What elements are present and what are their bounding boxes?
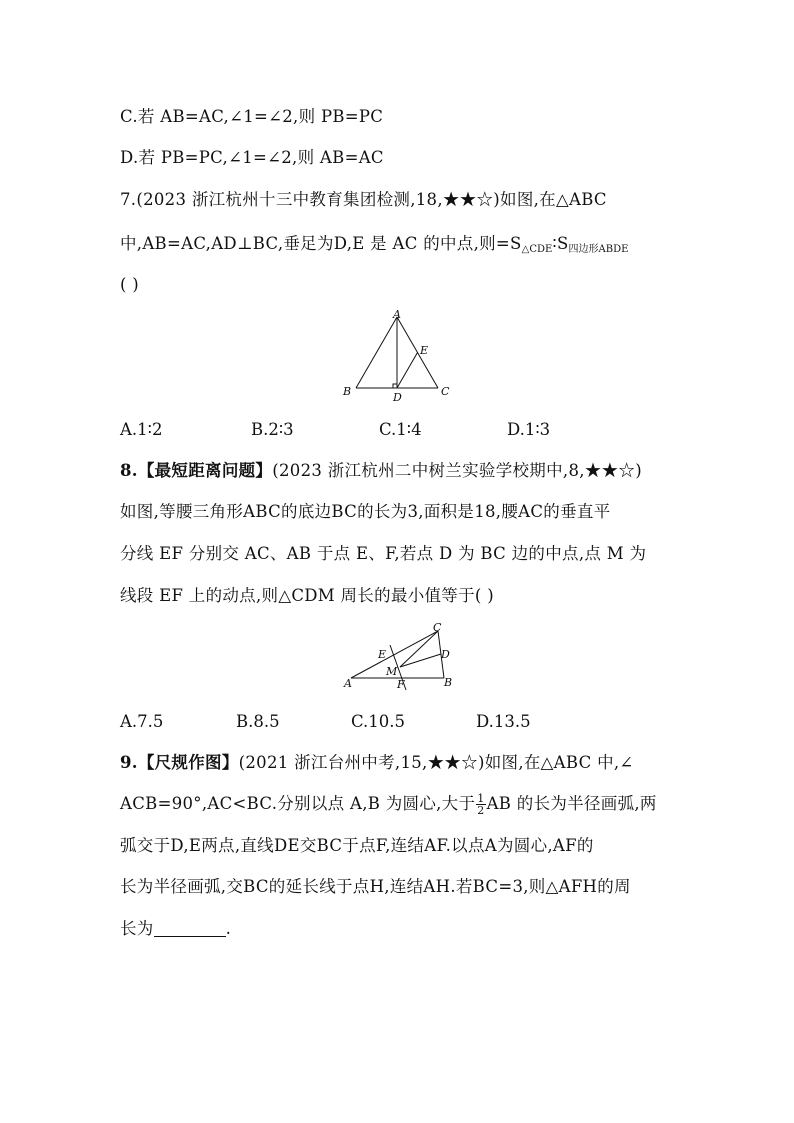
q9-frac-num: 1 xyxy=(477,792,485,805)
q7-ratio: ∶S xyxy=(552,234,569,253)
q7-sub-abde: 四边形ABDE xyxy=(568,244,629,255)
q9-stem-line3: 弧交于D,E两点,直线DE交BC于点F,连结AF.以点A为圆心,AF的 xyxy=(120,836,594,855)
q8-label-b: B xyxy=(444,676,453,689)
q8-option-d: D.13.5 xyxy=(476,712,531,731)
q9-stem-line1 xyxy=(120,752,634,774)
q9-stem-line2 xyxy=(120,793,657,816)
q8-label-e: E xyxy=(378,648,387,661)
q9-stem-line4: 长为半径画弧,交BC的延长线于点H,连结AH.若BC=3,则△AFH的周 xyxy=(120,877,631,896)
q8-figure xyxy=(335,620,465,696)
q9-answer-blank[interactable] xyxy=(154,922,226,937)
q7-label-d: D xyxy=(393,391,402,402)
q7-figure xyxy=(338,308,458,402)
q7-stem-main: 中,AB=AC,AD⊥BC,垂足为D,E 是 AC 的中点,则=S xyxy=(120,234,522,253)
q7-label-c: C xyxy=(441,385,450,398)
q7-label-e: E xyxy=(420,344,429,357)
q7-label-a: A xyxy=(393,308,401,321)
q6-option-c: C.若 AB=AC,∠1=∠2,则 PB=PC xyxy=(120,107,384,126)
q7-stem-line2 xyxy=(120,233,628,261)
q7-option-d: D.1∶3 xyxy=(507,420,551,439)
q8-label-f: F xyxy=(397,678,405,691)
q8-label-d: D xyxy=(441,648,450,661)
q7-option-b: B.2∶3 xyxy=(251,420,294,439)
q8-option-b: B.8.5 xyxy=(236,712,280,731)
q7-label-b: B xyxy=(343,385,352,398)
q8-stem-line3: 分线 EF 分别交 AC、AB 于点 E、F,若点 D 为 BC 边的中点,点 M 为 xyxy=(120,544,647,563)
q8-label-m: M xyxy=(386,665,398,678)
q9-stem-line2-b: AB 的长为半径画弧,两 xyxy=(486,794,657,813)
q8-tag: 8.【最短距离问题】 xyxy=(120,461,273,480)
q8-option-a: A.7.5 xyxy=(120,712,164,731)
q8-source: (2023 浙江杭州二中树兰实验学校期中,8,★★☆) xyxy=(272,461,642,480)
q7-right-angle-mark xyxy=(393,384,397,388)
q7-answer-bracket: ( ) xyxy=(120,275,140,294)
q8-option-c: C.10.5 xyxy=(351,712,406,731)
q9-stem-line5-text: 长为 xyxy=(120,919,154,938)
q7-sub-cde: △CDE xyxy=(521,244,553,255)
q8-stem-line1 xyxy=(120,460,642,482)
q9-fraction-half xyxy=(476,793,485,816)
q9-frac-den: 2 xyxy=(477,804,485,817)
q9-stem-line5 xyxy=(120,918,231,940)
q7-segment-de xyxy=(397,353,418,389)
q7-side-ab xyxy=(356,317,397,388)
q8-label-c: C xyxy=(433,621,442,634)
q8-label-a: A xyxy=(344,677,352,690)
q7-stem-line1: 7.(2023 浙江杭州十三中教育集团检测,18,★★☆)如图,在△ABC xyxy=(120,190,607,209)
q9-tag: 9.【尺规作图】 xyxy=(120,753,239,772)
q6-option-d: D.若 PB=PC,∠1=∠2,则 AB=AC xyxy=(120,148,384,167)
q9-stem-line2-a: ACB=90°,AC<BC.分别以点 A,B 为圆心,大于 xyxy=(120,794,476,813)
q9-stem-line5-end: . xyxy=(225,919,232,938)
q8-stem-line2: 如图,等腰三角形ABC的底边BC的长为3,面积是18,腰AC的垂直平 xyxy=(120,502,611,521)
q7-option-c: C.1∶4 xyxy=(379,420,422,439)
q8-stem-line4: 线段 EF 上的动点,则△CDM 周长的最小值等于( ) xyxy=(120,586,494,605)
q7-option-a: A.1∶2 xyxy=(120,420,163,439)
q9-source: (2021 浙江台州中考,15,★★☆)如图,在△ABC 中,∠ xyxy=(238,753,634,772)
